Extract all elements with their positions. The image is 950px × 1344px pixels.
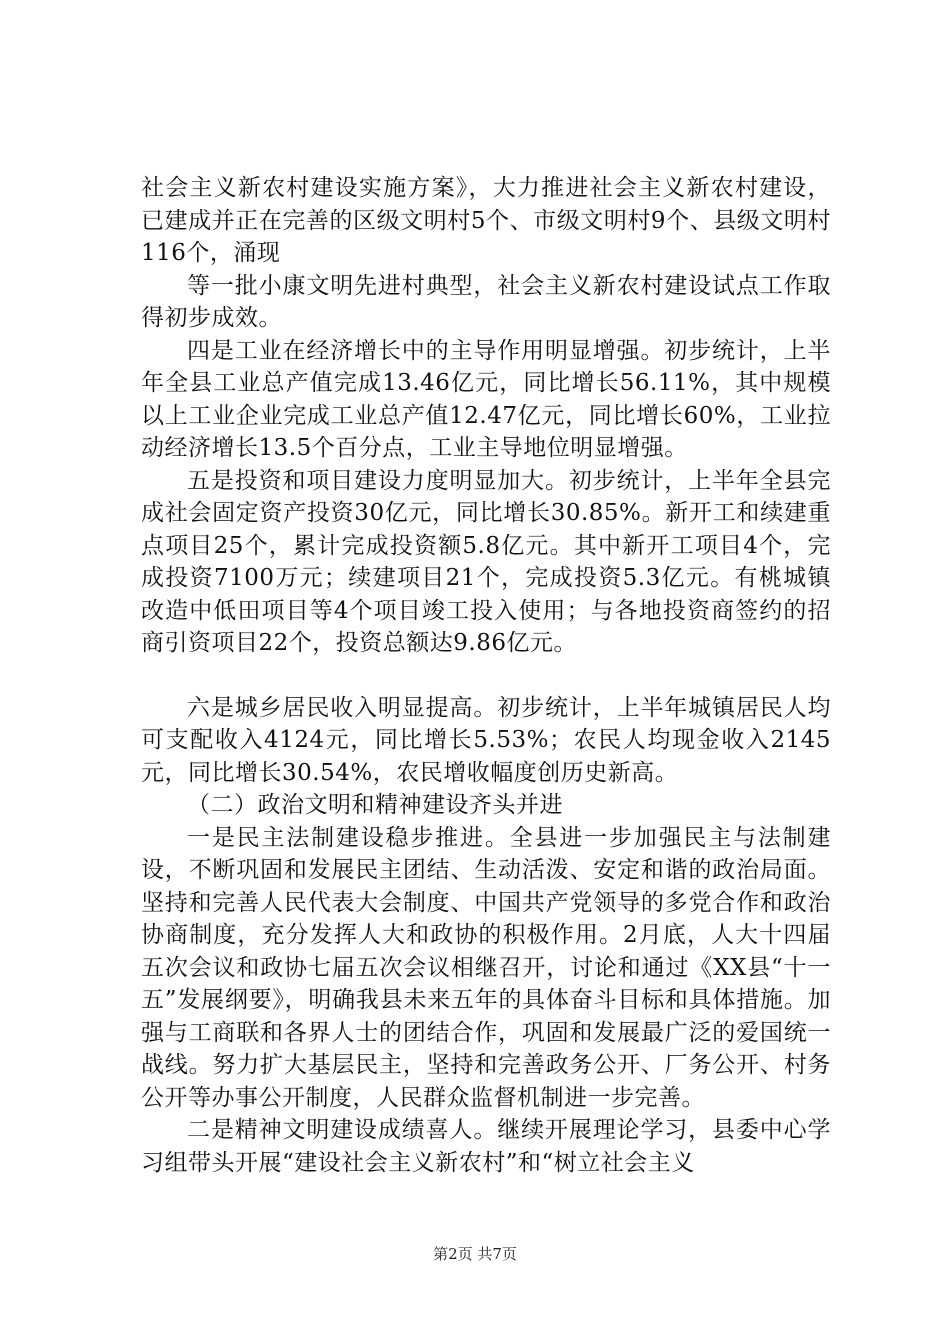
paragraph-industry: 四是工业在经济增长中的主导作用明显增强。初步统计，上半年全县工业总产值完成13.46亿元，同比增长56.11%，其中规模以上工业企业完成工业总产值12.47亿元，同比增长60%，工业拉动经济增长13.5个百分点，工业主导地位明显增强。 [141,337,831,461]
section-heading-political: （二）政治文明和精神建设齐头并进 [187,792,563,818]
page-number-footer: 第2页 共7页 [433,1245,517,1263]
paragraph-spiritual-civilization: 二是精神文明建设成绩喜人。继续开展理论学习，县委中心学习组带头开展“建设社会主义新农村”和“树立社会主义 [141,1117,831,1176]
document-body [141,172,831,1179]
paragraph-democracy: 一是民主法制建设稳步推进。全县进一步加强民主与法制建设，不断巩固和发展民主团结、生动活泼、安定和谐的政治局面。坚持和完善人民代表大会制度、中国共产党领导的多党合作和政治协商制度，充分发挥人大和政协的积极作用。2月底，人大十四届五次会议和政协七届五次会议相继召开，讨论和通过《XX县“十一五”发展纲要》，明确我县未来五年的具体奋斗目标和具体措施。加强与工商联和各界人士的团结合作，巩固和发展最广泛的爱国统一战线。努力扩大基层民主，坚持和完善政务公开、厂务公开、村务公开等办事公开制度，人民群众监督机制进一步完善。 [141,824,831,1111]
paragraph-typical-villages: 等一批小康文明先进村典型，社会主义新农村建设试点工作取得初步成效。 [141,272,831,331]
paragraph-continuation: 社会主义新农村建设实施方案》，大力推进社会主义新农村建设，已建成并正在完善的区级文明村5个、市级文明村9个、县级文明村116个，涌现 [141,175,831,266]
paragraph-investment: 五是投资和项目建设力度明显加大。初步统计，上半年全县完成社会固定资产投资30亿元，同比增长30.85%。新开工和续建重点项目25个，累计完成投资额5.8亿元。其中新开工项目4个，完成投资7100万元；续建项目21个，完成投资5.3亿元。有桃城镇改造中低田项目等4个项目竣工投入使用；与各地投资商签约的招商引资项目22个，投资总额达9.86亿元。 [141,467,831,656]
paragraph-income: 六是城乡居民收入明显提高。初步统计，上半年城镇居民人均可支配收入4124元，同比增长5.53%；农民人均现金收入2145元，同比增长30.54%，农民增收幅度创历史新高。 [141,694,831,786]
